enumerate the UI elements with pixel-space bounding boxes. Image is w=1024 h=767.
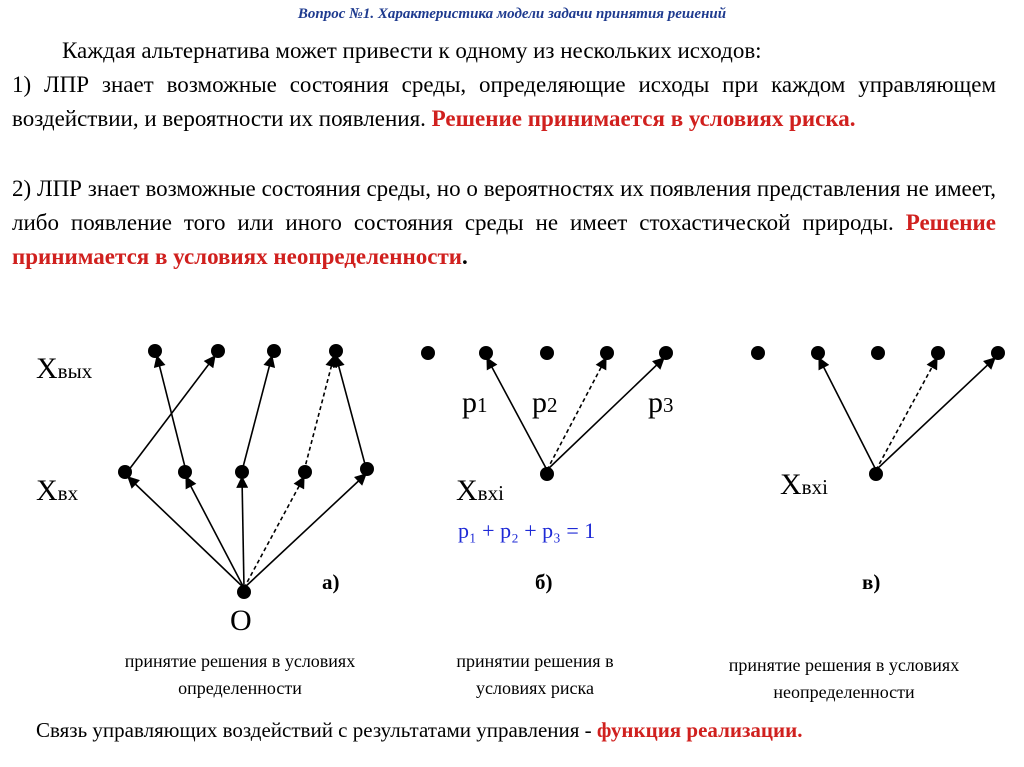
intro-text: Каждая альтернатива может привести к одному из нескольких исходов:: [62, 38, 762, 63]
label-p2: p2: [532, 386, 558, 419]
edge-a-o-in1: [128, 477, 244, 588]
edge-a-o-in4: [244, 477, 304, 588]
node-c-out2: [811, 346, 825, 360]
node-b-out4: [600, 346, 614, 360]
label-origin: O: [230, 604, 252, 637]
node-a-in1: [118, 465, 132, 479]
label-x-in-b: Xвхi: [456, 474, 504, 507]
item-2-text: 2) ЛПР знает возможные состояния среды, но о вероятностях их появления представления не имеет, либо появление того или иного состояния среды не имеет стохастической природы.: [12, 176, 996, 235]
edge-a-o-in5: [244, 474, 366, 588]
node-c-out3: [871, 346, 885, 360]
node-c-out5: [991, 346, 1005, 360]
item-1-text: 1) ЛПР знает возможные состояния среды, определяющие исходы при каждом управляющем воздействии, и вероятности их появления.: [12, 72, 996, 131]
caption-a: принятие решения в условиях определенности: [124, 651, 356, 698]
node-b-out1: [421, 346, 435, 360]
label-x-in: Xвх: [36, 474, 79, 507]
node-a-origin: [237, 585, 251, 599]
node-a-out3: [267, 344, 281, 358]
node-b-out5: [659, 346, 673, 360]
label-p3: p3: [648, 386, 674, 419]
node-a-in4: [298, 465, 312, 479]
footer-highlight: функция реализации.: [596, 718, 803, 742]
edge-a-o-in3: [242, 477, 244, 588]
item-2-end: .: [462, 244, 468, 269]
node-c-out4: [931, 346, 945, 360]
label-c: в): [862, 570, 881, 594]
caption-c: принятие решения в условиях неопределенности: [728, 655, 960, 702]
footer-plain: Связь управляющих воздействий с результатами управления -: [36, 718, 597, 742]
probability-formula: p₁ + p₂ + p₃ = 1: [458, 518, 596, 543]
edge-a-in4-out4: [304, 356, 334, 471]
edge-a-o-in2: [186, 477, 244, 588]
label-x-out: Xвых: [36, 352, 93, 385]
label-x-in-c: Xвхi: [780, 468, 828, 501]
node-b-out2: [479, 346, 493, 360]
edge-c-1: [819, 358, 876, 470]
node-b-in: [540, 467, 554, 481]
node-a-out4: [329, 344, 343, 358]
edge-c-3: [876, 358, 995, 470]
node-a-out1: [148, 344, 162, 358]
node-c-in: [869, 467, 883, 481]
item-1-highlight: Решение принимается в условиях риска.: [431, 106, 856, 131]
edge-b-p3: [547, 358, 664, 470]
node-b-out3: [540, 346, 554, 360]
node-a-out2: [211, 344, 225, 358]
node-a-in3: [235, 465, 249, 479]
edge-a-in5-out4: [336, 356, 366, 468]
node-a-in5: [360, 462, 374, 476]
slide-title: Вопрос №1. Характеристика модели задачи принятия решений: [297, 6, 727, 22]
label-a: а): [322, 570, 340, 594]
node-a-in2: [178, 465, 192, 479]
caption-b: принятии решения в условиях риска: [456, 651, 614, 698]
edge-a-in3-out3: [242, 356, 272, 471]
footer-text: [36, 718, 802, 743]
label-b: б): [535, 570, 553, 594]
item-2-highlight: Решение принимается в условиях неопределенности: [12, 210, 996, 269]
label-p1: p1: [462, 386, 488, 419]
edge-c-2: [876, 358, 937, 470]
edge-a-in2-out1: [157, 356, 186, 471]
node-c-out1: [751, 346, 765, 360]
